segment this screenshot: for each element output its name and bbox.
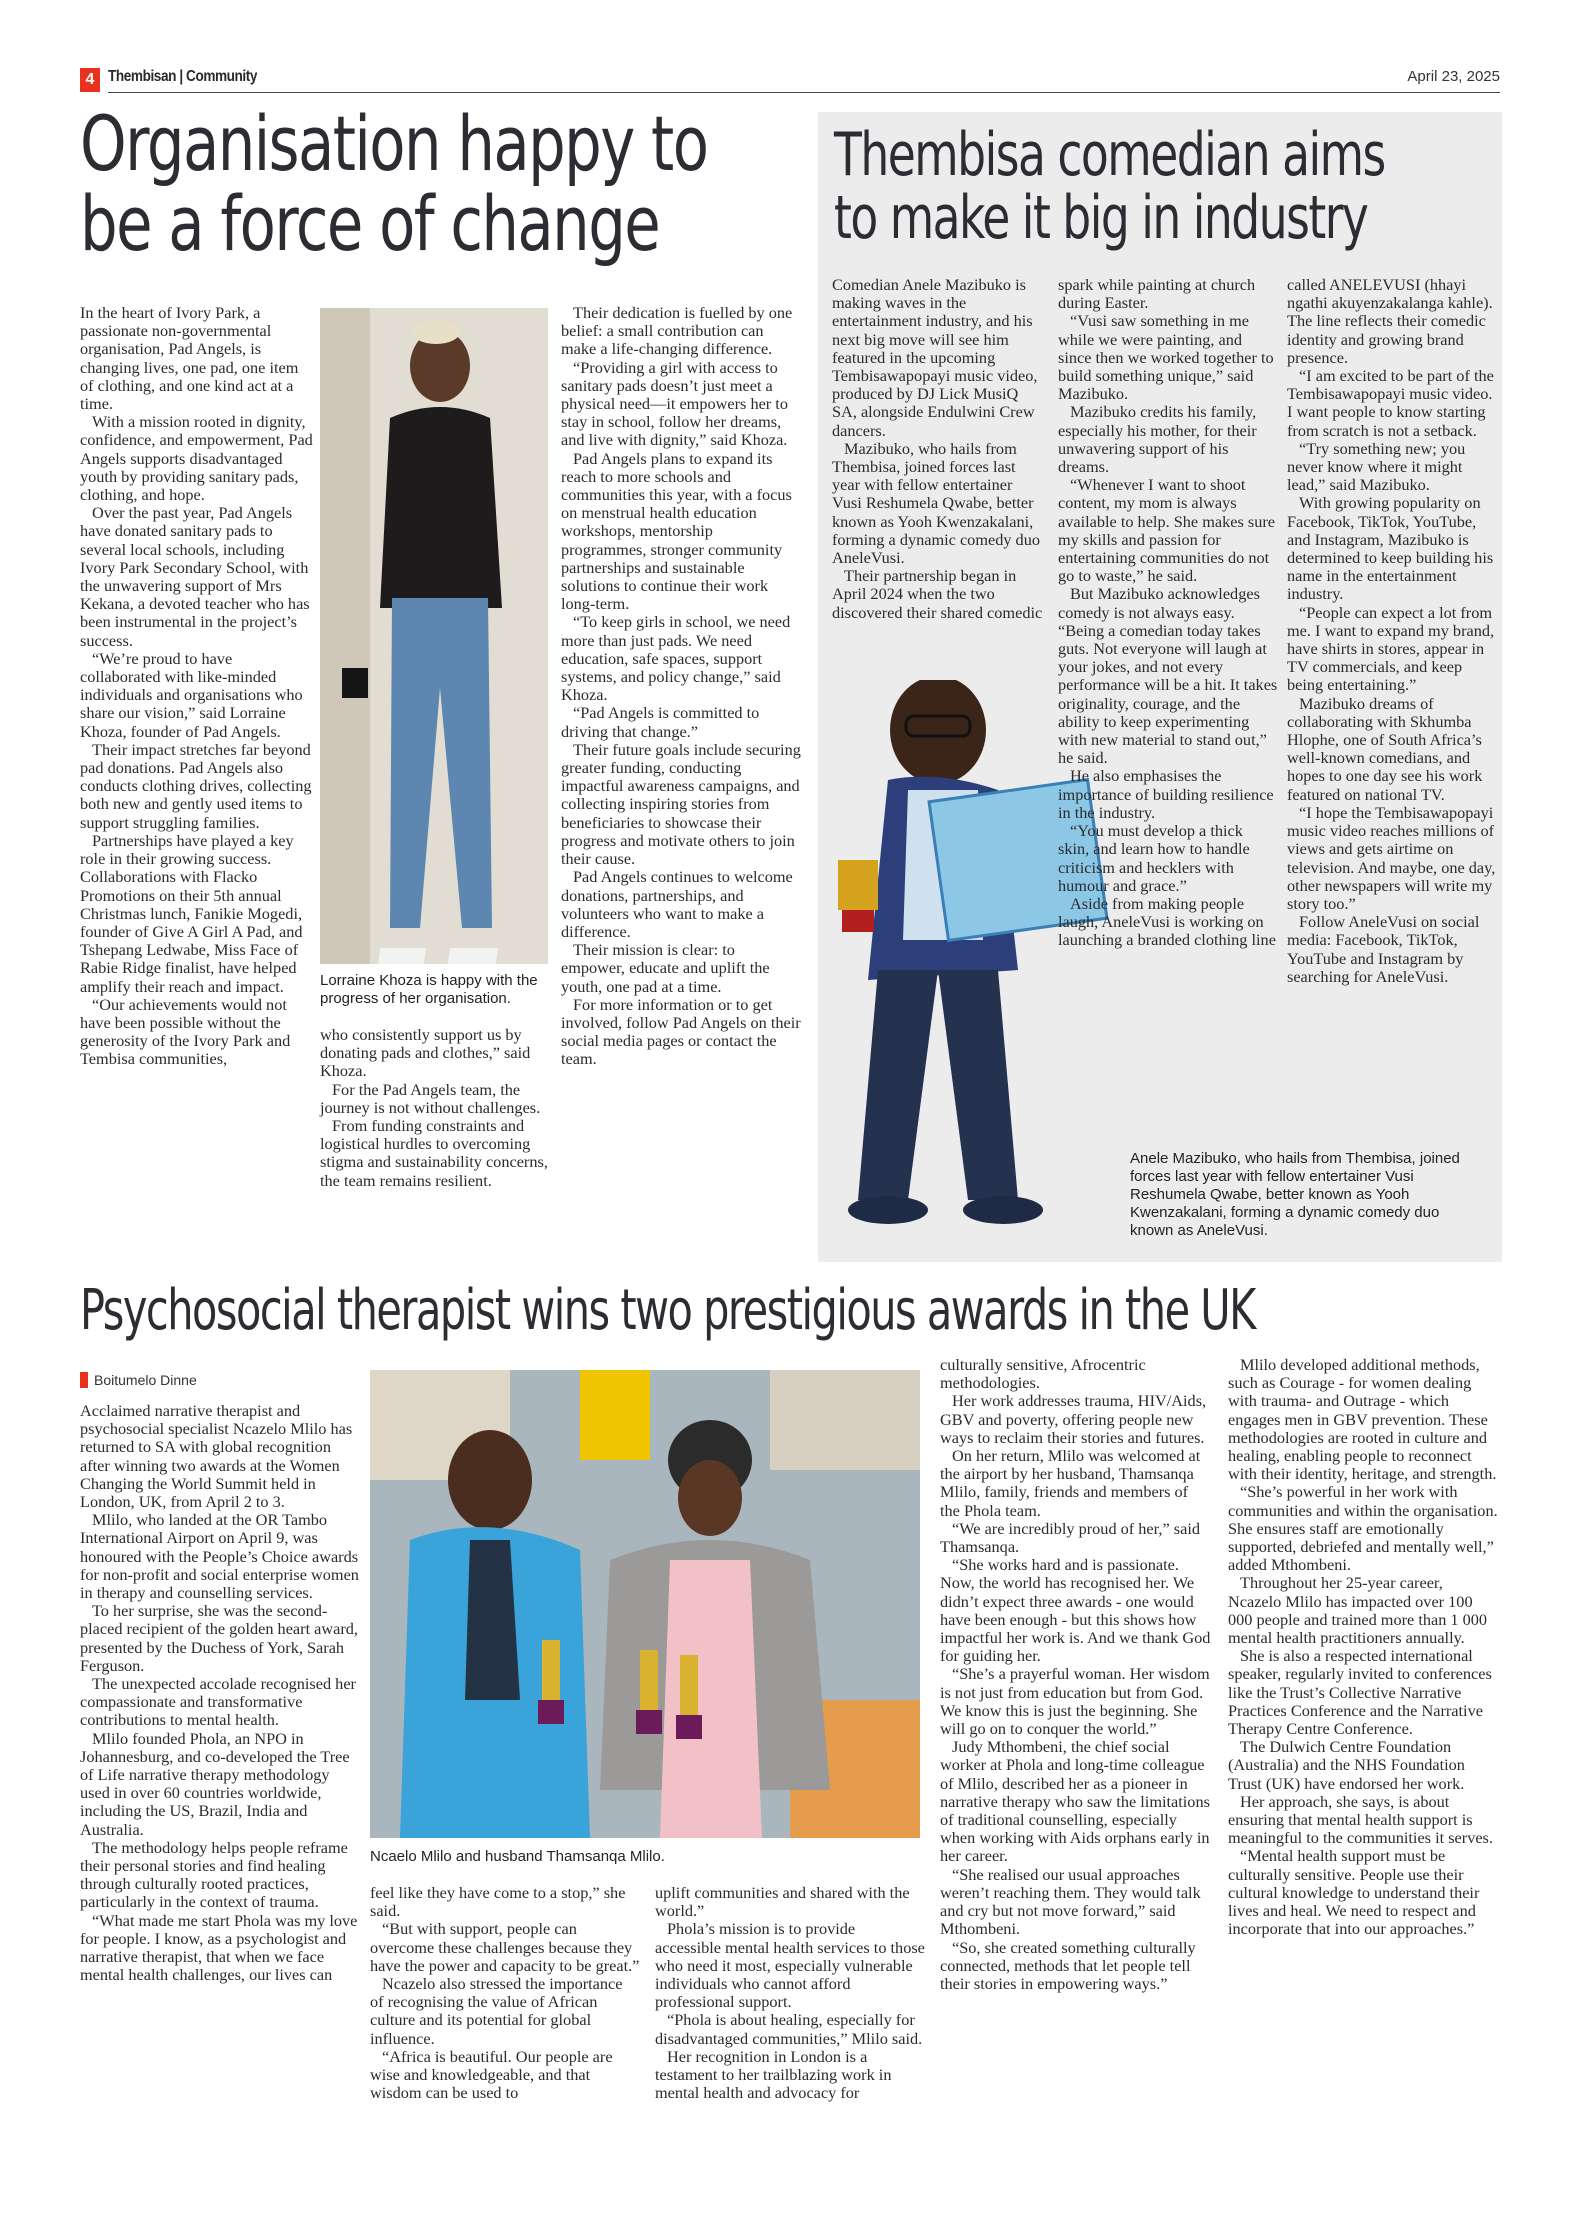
- person-photo-icon: [320, 308, 548, 964]
- paragraph: “To keep girls in school, we need more than just pads. We need education, safe spaces, support systems, and policy change,” said Khoza.: [561, 612, 791, 705]
- byline-author: Boitumelo Dinne: [94, 1372, 197, 1388]
- paragraph: “What made me start Phola was my love for people. I know, as a psychologist and narrative therapist, that when we face mental health challenges, our lives can: [80, 1910, 358, 1985]
- photo-caption: Lorraine Khoza is happy with the progress of her organisation.: [320, 972, 538, 1007]
- paragraph: “Africa is beautiful. Our people are wise and knowledgeable, and that wisdom can be used to: [370, 2046, 613, 2103]
- paragraph: Acclaimed narrative therapist and psychosocial specialist Ncazelo Mlilo has returned to SA with global recognition after winning two awards at the Women Changing the World Summit held in London, UK, from April 2 to 3.: [80, 1401, 353, 1512]
- paragraph: Mlilo developed additional methods, such as Courage - for women dealing with trauma- and Outrage - which engages men in GBV prevention. These methodologies are rooted in culture and healing, enabling people to reconnect with their identity, heritage, and strength.: [1228, 1355, 1497, 1484]
- masthead-divider: [108, 92, 1500, 93]
- paragraph: With growing popularity on Facebook, TikTok, YouTube, and Instagram, Mazibuko is determined to keep building his name in the entertainment industry.: [1287, 493, 1494, 604]
- paragraph: Comedian Anele Mazibuko is making waves in the entertainment industry, and his next big move will see him featured in the upcoming Tembisawapopayi music video, produced by DJ Lick MusiQ SA, alongside Endulwini Crew dancers.: [832, 275, 1038, 440]
- article1-column-3: [561, 304, 801, 1069]
- headline-line: be a force of change: [80, 178, 660, 268]
- paragraph: On her return, Mlilo was welcomed at the airport by her husband, Thamsanqa Mlilo, family, friends and members of the Phola team.: [940, 1446, 1201, 1520]
- paragraph: Pad Angels continues to welcome donations, partnerships, and volunteers who want to make a difference.: [561, 867, 793, 941]
- article3-column-1: [80, 1402, 362, 1985]
- paragraph: “Vusi saw something in me while we were painting, and since then we worked together to build something unique,” said Mazibuko.: [1058, 311, 1274, 404]
- paragraph: Her approach, she says, is about ensuring that mental health support is meaningful to the communities it serves.: [1228, 1791, 1493, 1848]
- paragraph: “We are incredibly proud of her,” said Thamsanqa.: [940, 1518, 1201, 1557]
- paragraph: Their dedication is fuelled by one belief: a small contribution can make a life-changing difference.: [561, 303, 793, 359]
- article3-column-2: [370, 1884, 640, 2102]
- paragraph: Pad Angels plans to expand its reach to more schools and communities this year, with a focus on menstrual health education workshops, mentorship programmes, stronger community partnerships and sustainable solutions to continue their work long-term.: [561, 448, 792, 614]
- paragraph: “Our achievements would not have been possible without the generosity of the Ivory Park and Tembisa communities,: [80, 994, 291, 1069]
- paragraph: “But with support, people can overcome these challenges because they have the power and capacity to be great.”: [370, 1919, 640, 1975]
- paragraph: Mazibuko, who hails from Thembisa, joined forces last year with fellow entertainer Vusi Reshumela Qwabe, better known as Yooh Kwenzakalani, forming a dynamic comedy duo AneleVusi.: [832, 438, 1040, 568]
- article3-column-3: [655, 1884, 925, 2102]
- paragraph: “I hope the Tembisawapopayi music video reaches millions of views and gets airtime on television. And maybe, one day, other newspapers will write my story too.”: [1287, 802, 1496, 913]
- paragraph: “Mental health support must be culturally sensitive. People use their cultural knowledge to understand their lives and heal. We need to respect and incorporate that into our approaches.”: [1228, 1846, 1480, 1939]
- paragraph: called ANELEVUSI (hhayi ngathi akuyenzakalanga kahle). The line reflects their comedic identity and growing brand presence.: [1287, 275, 1493, 367]
- paragraph: The Dulwich Centre Foundation (Australia) and the NHS Foundation Trust (UK) have endorsed her work.: [1228, 1737, 1465, 1793]
- paragraph: “Pad Angels is committed to driving that change.”: [561, 703, 760, 741]
- paragraph: “Providing a girl with access to sanitary pads doesn’t just meet a physical need—it empowers her to stay in school, follow her dreams, and live with dignity,” said Khoza.: [561, 357, 788, 450]
- paragraph: For the Pad Angels team, the journey is not without challenges.: [320, 1079, 541, 1117]
- paragraph: Throughout her 25-year career, Ncazelo Mlilo has impacted over 100 000 people and trained more than 1 000 mental health practitioners annually.: [1228, 1573, 1488, 1648]
- paragraph: “You must develop a thick skin, and learn how to handle criticism and hecklers with humour and grace.”: [1058, 821, 1250, 895]
- paragraph: “She realised our usual approaches weren’t reaching them. They would talk and cry but not move forward,” said Mthombeni.: [940, 1864, 1201, 1939]
- people-photo-icon: [370, 1370, 920, 1838]
- paragraph: Their partnership began in April 2024 when the two discovered their shared comedic: [832, 566, 1043, 622]
- paragraph: “We’re proud to have collaborated with like-minded individuals and organisations who share our vision,” said Lorraine Khoza, founder of Pad Angels.: [80, 648, 303, 741]
- paragraph: Partnerships have played a key role in their growing success. Collaborations with Flacko Promotions on their 5th annual Christmas lunch, Fanikie Mogedi, founder of Give A Girl A Pad, and Tshepang Ledwabe, Miss Face of Rabie Ridge finalist, have helped amplify their reach and impact.: [80, 830, 303, 996]
- paragraph: Her work addresses trauma, HIV/Aids, GBV and poverty, offering people new ways to reclaim their stories and futures.: [940, 1391, 1207, 1447]
- paragraph: Mlilo, who landed at the OR Tambo International Airport on April 9, was honoured with the People’s Choice awards for non-profit and social enterprise women in therapy and counselling services.: [80, 1510, 359, 1603]
- article3-headline: Psychosocial therapist wins two prestigious awards in the UK: [80, 1278, 1255, 1343]
- article3-column-5: [1228, 1356, 1500, 1939]
- paragraph: who consistently support us by donating pads and clothes,” said Khoza.: [320, 1025, 531, 1081]
- photo-lorraine-khoza: [320, 308, 548, 964]
- paragraph: Mlilo founded Phola, an NPO in Johannesburg, and co-developed the Tree of Life narrative therapy methodology used in over 60 countries worldwide, including the US, Brazil, India and Australia.: [80, 1728, 350, 1839]
- article3-column-4: [940, 1356, 1212, 1993]
- paragraph: But Mazibuko acknowledges comedy is not always easy. “Being a comedian today takes guts. Not everyone will laugh at your jokes, and not every performance will be a hit. It takes originality, courage, and the ability to keep experimenting with new material to stand out,” he said.: [1058, 584, 1278, 768]
- paragraph: “She works hard and is passionate. Now, the world has recognised her. We didn’t expect three awards - one would have been enough - but this shows how impactful her work is. And we thank God for guiding her.: [940, 1555, 1211, 1666]
- paragraph: Mazibuko dreams of collaborating with Skhumba Hlophe, one of South Africa’s well-known comedians, and hopes to one day see his work featured on national TV.: [1287, 693, 1483, 804]
- paragraph: “People can expect a lot from me. I want to expand my brand, have shirts in stores, appear in TV commercials, and keep being entertaining.”: [1287, 602, 1495, 695]
- paragraph: Follow AneleVusi on social media: Facebook, TikTok, YouTube and Instagram by searching for AneleVusi.: [1287, 912, 1480, 986]
- paragraph: The methodology helps people reframe their personal stories and find healing through culturally rooted practices, particularly in the context of trauma.: [80, 1837, 348, 1912]
- photo-caption: Ncaelo Mlilo and husband Thamsanqa Mlilo.: [370, 1848, 665, 1865]
- article1-column-2: [320, 1026, 552, 1190]
- page-number: 4: [80, 68, 100, 92]
- paragraph: uplift communities and shared with the world.”: [655, 1883, 910, 1921]
- article1-headline: [80, 99, 751, 268]
- paragraph: “Whenever I want to shoot content, my mom is always available to help. She makes sure my skills and passion for entertaining communities do not go to waste,” he said.: [1058, 475, 1276, 586]
- paragraph: “So, she created something culturally connected, methods that let people tell their stories in empowering ways.”: [940, 1937, 1196, 1993]
- paragraph: “I am excited to be part of the Tembisawapopayi music video. I want people to know starting from scratch is not a setback.: [1287, 366, 1494, 440]
- article1-column-1: [80, 304, 314, 1069]
- paragraph: From funding constraints and logistical hurdles to overcoming stigma and sustainability concerns, the team remains resilient.: [320, 1116, 548, 1190]
- paragraph: She is also a respected international speaker, regularly invited to conferences like the Trust’s Collective Narrative Practices Conference and the Narrative Therapy Centre Conference.: [1228, 1646, 1492, 1739]
- headline-line: to make it big in industry: [834, 183, 1368, 253]
- article2-column-1: [832, 276, 1044, 622]
- paragraph: culturally sensitive, Afrocentric methodologies.: [940, 1355, 1146, 1393]
- paragraph: Their future goals include securing greater funding, conducting impactful awareness campaigns, and collecting inspiring stories from beneficiaries to showcase their progress and motivate others to join their cause.: [561, 739, 801, 869]
- paragraph: Over the past year, Pad Angels have donated sanitary pads to several local schools, including Ivory Park Secondary School, with the unwavering support of Mrs Kekana, a devoted teacher who has been instrumental in the project’s success.: [80, 503, 310, 650]
- paragraph: Ncazelo also stressed the importance of recognising the value of African culture and its potential for global influence.: [370, 1974, 623, 2048]
- byline-marker: [80, 1372, 88, 1388]
- paragraph: Phola’s mission is to provide accessible mental health services to those who need it most, especially vulnerable individuals who cannot afford professional support.: [655, 1919, 925, 2012]
- paragraph: He also emphasises the importance of building resilience in the industry.: [1058, 766, 1274, 822]
- photo-caption: Anele Mazibuko, who hails from Thembisa, joined forces last year with fellow entertainer Vusi Reshumela Qwabe, better known as Yooh Kwenzakalani, forming a dynamic comedy duo known as AneleVusi.: [1130, 1150, 1460, 1239]
- masthead: [80, 64, 1500, 92]
- issue-date: April 23, 2025: [1407, 68, 1500, 85]
- article2-column-3: [1287, 276, 1499, 986]
- paragraph: “Try something new; you never know where it might lead,” said Mazibuko.: [1287, 438, 1466, 495]
- section-label: Thembisan | Community: [108, 68, 258, 85]
- headline-line: Organisation happy to: [80, 99, 708, 188]
- paragraph: Their impact stretches far beyond pad donations. Pad Angels also conducts clothing drives, collecting both new and gently used items to support struggling families.: [80, 739, 312, 832]
- paragraph: “Phola is about healing, especially for disadvantaged communities,” Mlilo said.: [655, 2010, 923, 2048]
- paragraph: To her surprise, she was the second-placed recipient of the golden heart award, presented by the Duchess of York, Sarah Ferguson.: [80, 1601, 359, 1675]
- paragraph: feel like they have come to a stop,” she said.: [370, 1883, 626, 1921]
- article2-column-2: [1058, 276, 1278, 950]
- photo-ncazelo-and-thamsanqa-mlilo: [370, 1370, 920, 1838]
- paragraph: “She’s powerful in her work with communities and within the organisation. She ensures staff are emotionally supported, debriefed and mentally well,” added Mthombeni.: [1228, 1482, 1498, 1575]
- headline-line: Thembisa comedian aims: [834, 120, 1385, 190]
- paragraph: Judy Mthombeni, the chief social worker at Phola and long-time colleague of Mlilo, described her as a pioneer in narrative therapy who saw the limitations of traditional counselling, especially when working with Aids orphans early in her career.: [940, 1737, 1210, 1866]
- article2-headline: [834, 120, 1488, 253]
- paragraph: spark while painting at church during Easter.: [1058, 275, 1256, 313]
- paragraph: Their mission is clear: to empower, educate and uplift the youth, one pad at a time.: [561, 940, 770, 996]
- paragraph: For more information or to get involved, follow Pad Angels on their social media pages or contact the team.: [561, 994, 801, 1069]
- paragraph: Mazibuko credits his family, especially his mother, for their unwavering support of his dreams.: [1058, 402, 1257, 477]
- paragraph: The unexpected accolade recognised her compassionate and transformative contributions to mental health.: [80, 1674, 356, 1730]
- paragraph: Her recognition in London is a testament to her trailblazing work in mental health and advocacy for: [655, 2046, 892, 2103]
- paragraph: With a mission rooted in dignity, confidence, and empowerment, Pad Angels supports disadvantaged youth by providing sanitary pads, clothing, and hope.: [80, 412, 313, 505]
- paragraph: In the heart of Ivory Park, a passionate non-governmental organisation, Pad Angels, is changing lives, one pad, one item of clothing, and one kind act at a time.: [80, 303, 299, 414]
- paragraph: Aside from making people laugh, AneleVusi is working on launching a branded clothing line: [1058, 893, 1276, 950]
- paragraph: “She’s a prayerful woman. Her wisdom is not just from education but from God. We know this is just the beginning. She will go on to conquer the world.”: [940, 1664, 1210, 1739]
